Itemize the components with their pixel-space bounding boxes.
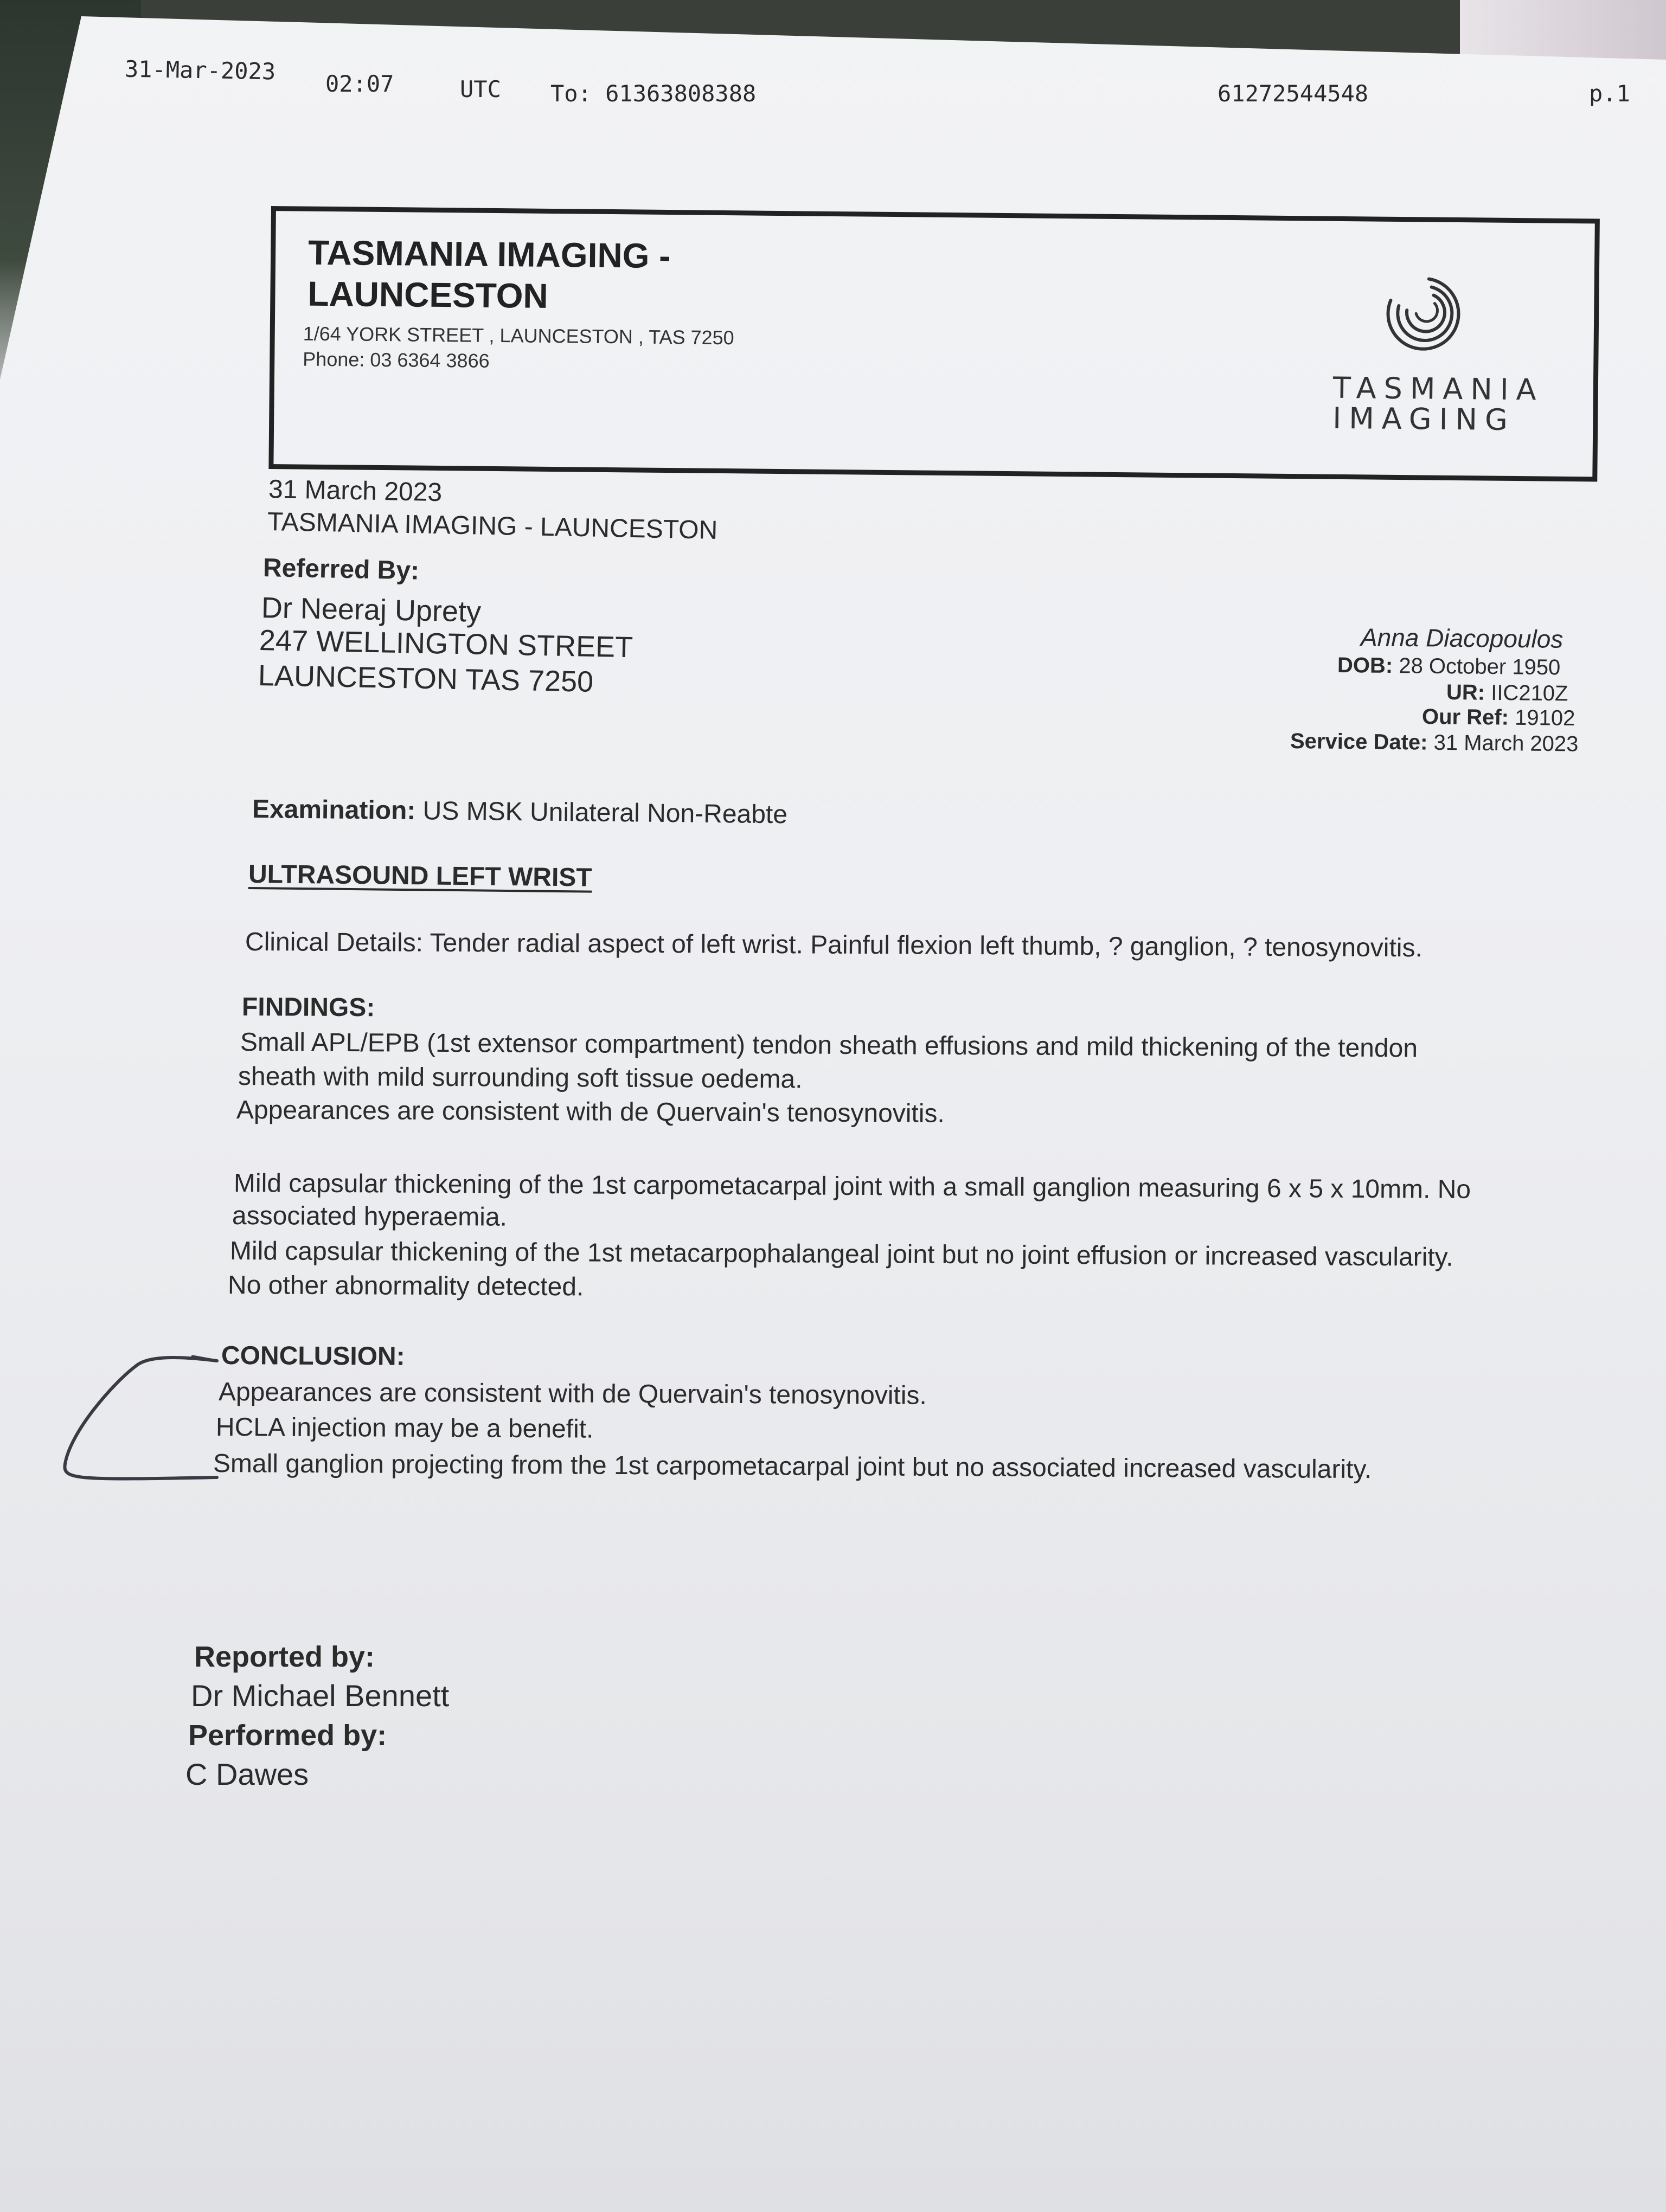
patient-dob-value: 28 October 1950 <box>1398 654 1561 680</box>
logo-text-line2: IMAGING <box>1332 401 1516 438</box>
conclusion-line: Small ganglion projecting from the 1st carpometacarpal joint but no associated increased vascularity. <box>213 1449 1372 1484</box>
fax-sender-number: 61272544548 <box>1218 80 1369 107</box>
findings-line: No other abnormality detected. <box>227 1271 584 1302</box>
clinical-details: Clinical Details: Tender radial aspect of left wrist. Painful flexion left thumb, ? ganglion, ? tenosynovitis. <box>245 928 1423 963</box>
referrer-street: 247 WELLINGTON STREET <box>259 624 633 664</box>
patient-name: Anna Diacopoulos <box>1360 623 1564 653</box>
clinic-header <box>268 206 1600 481</box>
clinic-address: 1/64 YORK STREET , LAUNCESTON , TAS 7250 <box>303 322 734 349</box>
reported-by-name: Dr Michael Bennett <box>191 1679 450 1713</box>
findings-line: Appearances are consistent with de Quervain's tenosynovitis. <box>236 1096 945 1128</box>
referrer-city: LAUNCESTON TAS 7250 <box>258 659 594 698</box>
patient-service-value: 31 March 2023 <box>1433 730 1579 756</box>
findings-line: Mild capsular thickening of the 1st metacarpophalangeal joint but no joint effusion or increased vascularity. <box>229 1237 1453 1272</box>
patient-ur-value: IIC210Z <box>1491 680 1569 706</box>
patient-service-date <box>1290 729 1578 757</box>
findings-line: associated hyperaemia. <box>232 1201 508 1232</box>
fax-time: 02:07 <box>325 70 394 97</box>
clinic-phone: Phone: 03 6364 3866 <box>303 348 490 372</box>
examination-value: US MSK Unilateral Non-Reabte <box>422 796 788 829</box>
conclusion-heading: CONCLUSION: <box>221 1341 405 1371</box>
report-date: 31 March 2023 <box>268 475 443 507</box>
logo-spiral-icon <box>1376 268 1470 361</box>
reported-by-label: Reported by: <box>194 1641 375 1673</box>
fax-page-number: p.1 <box>1589 80 1630 107</box>
fax-date: 31-Mar-2023 <box>124 55 276 85</box>
fax-recipient: To: 61363808388 <box>550 80 757 107</box>
patient-service-label: Service Date: <box>1290 729 1428 755</box>
clinic-name-line1: TASMANIA IMAGING - <box>307 233 671 276</box>
clinic-name-line2: LAUNCESTON <box>307 274 549 316</box>
performed-by-label: Performed by: <box>188 1719 387 1752</box>
clinic-name <box>307 232 671 318</box>
examination-label: Examination: <box>252 795 416 826</box>
clinic-logo <box>1332 267 1544 438</box>
patient-ref-label: Our Ref: <box>1421 705 1509 730</box>
patient-dob-label: DOB: <box>1337 653 1393 678</box>
patient-dob <box>1337 653 1560 680</box>
findings-heading: FINDINGS: <box>241 993 375 1023</box>
findings-line: Small APL/EPB (1st extensor compartment) tendon sheath effusions and mild thickening of the tendon <box>240 1028 1418 1063</box>
patient-ref-value: 19102 <box>1514 705 1575 730</box>
referrer-label: Referred By: <box>262 554 420 586</box>
conclusion-line: Appearances are consistent with de Quervain's tenosynovitis. <box>218 1378 927 1410</box>
performed-by-name: C Dawes <box>185 1757 309 1791</box>
report-location: TASMANIA IMAGING - LAUNCESTON <box>267 507 718 545</box>
fax-timezone: UTC <box>460 76 501 102</box>
findings-line: sheath with mild surrounding soft tissue oedema. <box>238 1062 803 1094</box>
findings-line: Mild capsular thickening of the 1st carpometacarpal joint with a small ganglion measuring 6 x 5 x 10mm. No <box>233 1169 1471 1204</box>
patient-ur-label: UR: <box>1446 680 1485 705</box>
report-title: ULTRASOUND LEFT WRIST <box>248 860 592 892</box>
referrer-name: Dr Neeraj Uprety <box>261 591 482 628</box>
logo-text-line1: TASMANIA <box>1332 370 1544 407</box>
conclusion-line: HCLA injection may be a benefit. <box>215 1413 594 1444</box>
pen-bracket-mark <box>54 1345 228 1502</box>
patient-ur <box>1446 680 1568 706</box>
examination <box>252 794 788 829</box>
patient-ref <box>1421 705 1575 731</box>
